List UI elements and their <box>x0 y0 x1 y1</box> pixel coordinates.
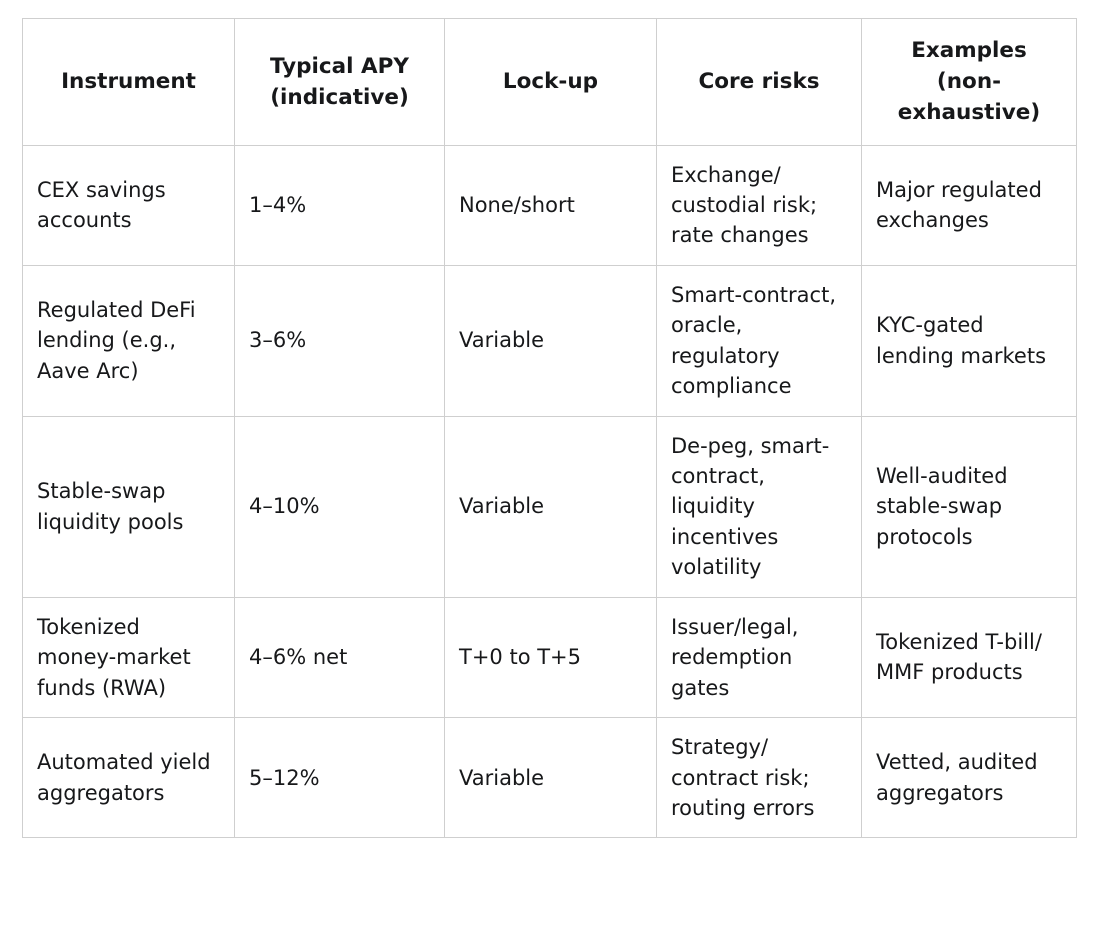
table-header <box>23 19 1077 146</box>
cell-examples: Vetted, audited aggregators <box>862 718 1077 838</box>
table-body <box>23 145 1077 838</box>
cell-lockup: Variable <box>445 718 657 838</box>
cell-instrument: Regulated DeFi lending (e.g., Aave Arc) <box>23 265 235 416</box>
cell-apy: 1–4% <box>235 145 445 265</box>
cell-core-risks: Exchange/ custodial risk; rate changes <box>657 145 862 265</box>
cell-lockup: Variable <box>445 265 657 416</box>
cell-apy: 4–6% net <box>235 597 445 717</box>
cell-lockup: None/short <box>445 145 657 265</box>
cell-examples: Tokenized T-bill/ MMF products <box>862 597 1077 717</box>
cell-instrument: CEX savings accounts <box>23 145 235 265</box>
column-header-instrument: Instrument <box>23 19 235 146</box>
table-row <box>23 145 1077 265</box>
table-row <box>23 718 1077 838</box>
cell-examples: Major regulated exchanges <box>862 145 1077 265</box>
cell-apy: 5–12% <box>235 718 445 838</box>
cell-instrument: Tokenized money-market funds (RWA) <box>23 597 235 717</box>
table-row <box>23 597 1077 717</box>
cell-instrument: Automated yield aggregators <box>23 718 235 838</box>
cell-instrument: Stable-swap liquidity pools <box>23 416 235 597</box>
column-header-core-risks: Core risks <box>657 19 862 146</box>
cell-core-risks: Smart-contract, oracle, regulatory compliance <box>657 265 862 416</box>
table-row <box>23 416 1077 597</box>
table-row <box>23 265 1077 416</box>
column-header-examples: Examples (non-exhaustive) <box>862 19 1077 146</box>
column-header-typical-apy: Typical APY (indicative) <box>235 19 445 146</box>
cell-apy: 3–6% <box>235 265 445 416</box>
cell-examples: Well-audited stable-swap protocols <box>862 416 1077 597</box>
cell-core-risks: Strategy/ contract risk; routing errors <box>657 718 862 838</box>
column-header-lockup: Lock-up <box>445 19 657 146</box>
yield-instruments-table <box>22 18 1077 838</box>
cell-examples: KYC-gated lending markets <box>862 265 1077 416</box>
cell-core-risks: De-peg, smart-contract, liquidity incentives volatility <box>657 416 862 597</box>
cell-lockup: Variable <box>445 416 657 597</box>
cell-lockup: T+0 to T+5 <box>445 597 657 717</box>
cell-apy: 4–10% <box>235 416 445 597</box>
cell-core-risks: Issuer/legal, redemption gates <box>657 597 862 717</box>
table-header-row <box>23 19 1077 146</box>
